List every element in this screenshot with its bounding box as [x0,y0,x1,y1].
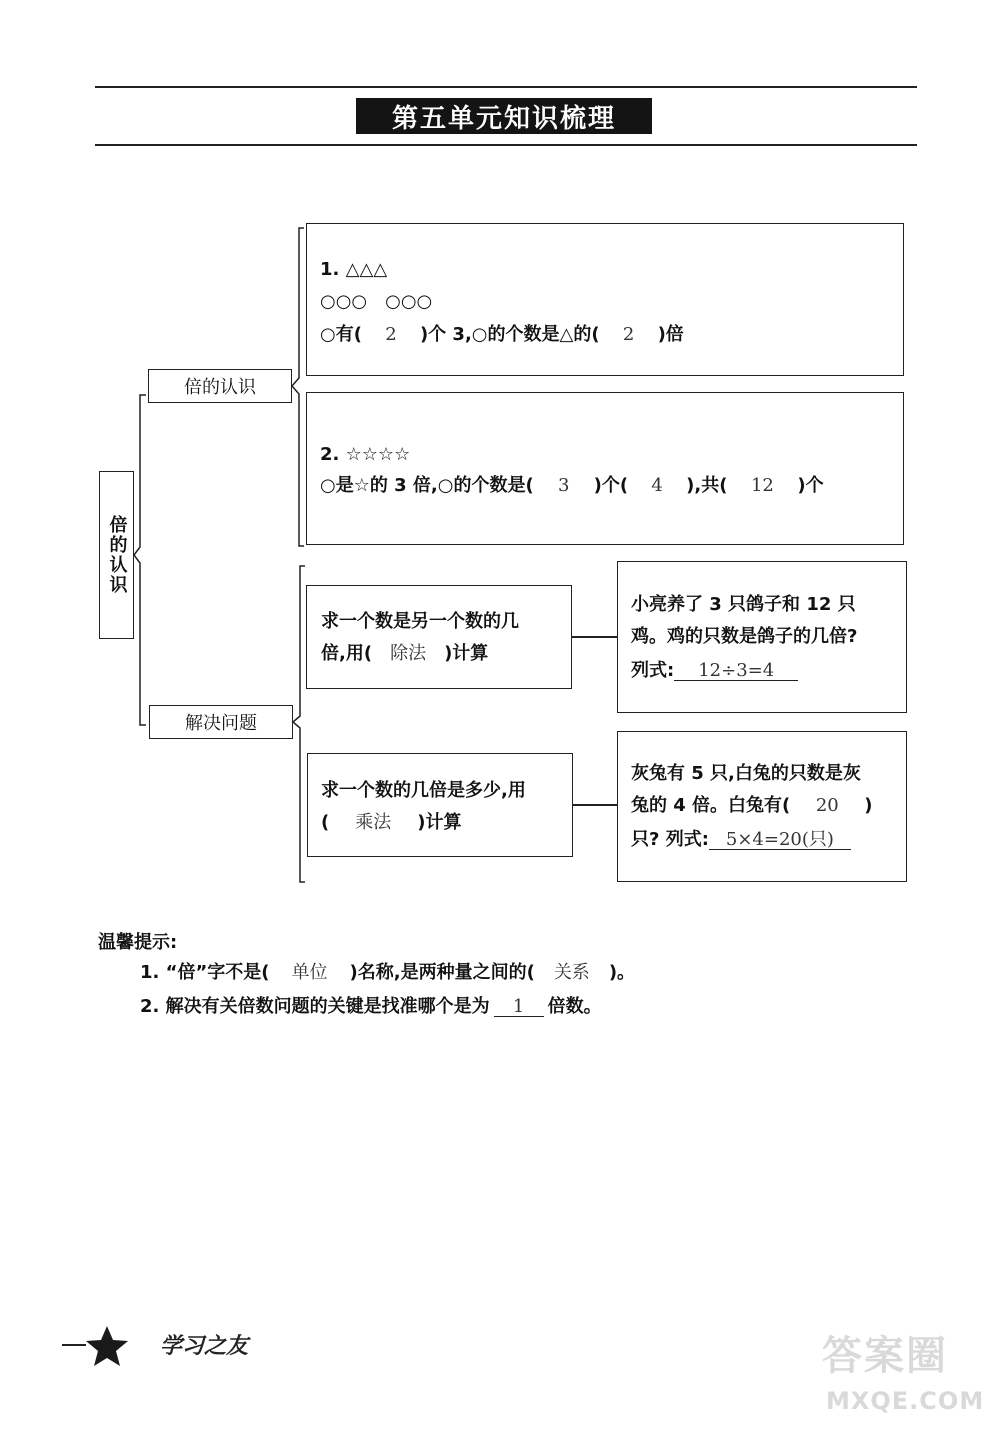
rule1-text-b: )计算 [444,643,489,664]
example2-text-a: 兔的 4 倍。白兔有( [631,795,791,816]
rule2-line1: 求一个数的几倍是多少,用 [321,780,526,801]
example2-text-b: ) [864,795,873,816]
tip2-text-a: 2. 解决有关倍数问题的关键是找准哪个是为 [140,996,490,1017]
rule1-line1: 求一个数是另一个数的几 [321,611,519,632]
card1-answer-2: 2 [622,324,635,345]
rule-2-box [307,753,573,857]
footer-brand: 学习之友 [160,1334,249,1359]
example2-line3 [631,831,851,850]
card2-text-a: ○是☆的 3 倍,○的个数是( [320,475,534,496]
stars: ☆☆☆☆ [345,444,411,465]
tip1-text-a: 1. “倍”字不是( [140,962,270,983]
branch-beishi-box [148,369,292,403]
tip-2 [140,998,602,1017]
card1-text-b: )个 3,○的个数是△的( [419,324,600,345]
example1-formula-label: 列式: [631,660,675,681]
card2-text-b: )个( [593,475,629,496]
example1-line2: 鸡。鸡的只数是鸽子的几倍? [631,626,858,647]
card2-num: 2. [320,444,340,465]
card1-answer-1: 2 [385,324,397,345]
root-label-box [99,471,134,639]
rule1-text-a: 倍,用( [321,643,373,664]
tip1-text-b: )名称,是两种量之间的( [349,962,535,983]
rule2-text-a: ( [321,812,330,833]
rule2-line2 [321,814,461,832]
watermark-logo: 答案圈 [822,1333,948,1379]
tip2-text-b: 倍数。 [547,996,602,1017]
card1-line1 [320,261,387,279]
card2-answer-2: 4 [651,475,663,496]
card1-text-c: )倍 [657,324,684,345]
tip2-answer: 1 [494,998,544,1017]
card2-answer-3: 12 [750,475,774,496]
top-rule [95,86,917,88]
tip1-answer-2: 关系 [553,962,590,983]
card2-line2 [320,477,824,495]
rule2-text-b: )计算 [417,812,462,833]
card1-text-a: ○有( [320,324,362,345]
card2-text-c: ),共( [686,475,728,496]
tip-1 [140,964,635,982]
example2-line2 [631,797,873,815]
rule1-line2 [321,645,488,663]
example2-formula: 5×4=20(只) [709,831,851,850]
watermark-url: MXQE.COM [826,1387,985,1415]
example1-line1: 小亮养了 3 只鸽子和 12 只 [631,594,856,615]
rule-1-box [306,585,572,689]
card1-num: 1. [320,259,340,280]
example2-line1: 灰兔有 5 只,白兔的只数是灰 [631,763,861,784]
card1-line3 [320,326,684,344]
tips-heading: 温馨提示: [98,932,178,953]
triangles: △△△ [345,259,388,280]
example1-formula: 12÷3=4 [674,662,798,681]
branch-jiejue-box [149,705,293,739]
card2-text-d: )个 [797,475,824,496]
bottom-rule [95,144,917,146]
card-2 [306,392,904,545]
card2-line1 [320,446,410,464]
example2-text-c: 只? 列式: [631,829,709,850]
branch-jiejue-label: 解决问题 [185,713,257,734]
page-title: 第五单元知识梳理 [356,98,652,134]
branch-beishi-label: 倍的认识 [184,377,256,398]
rule1-connector [572,636,618,638]
rule2-connector [573,804,618,806]
circles-row: ○○○ ○○○ [320,291,433,312]
footer-dash [62,1344,86,1346]
tip1-answer-1: 单位 [291,962,328,983]
star-icon [84,1324,130,1368]
card2-answer-1: 3 [557,475,570,496]
rule2-answer: 乘法 [355,812,392,833]
example2-answer: 20 [815,795,839,816]
rule1-answer: 除法 [390,643,427,664]
root-brace [134,395,152,725]
root-label: 倍的认识 [106,515,128,595]
tip1-text-c: )。 [608,962,636,983]
example1-line3 [631,662,798,681]
